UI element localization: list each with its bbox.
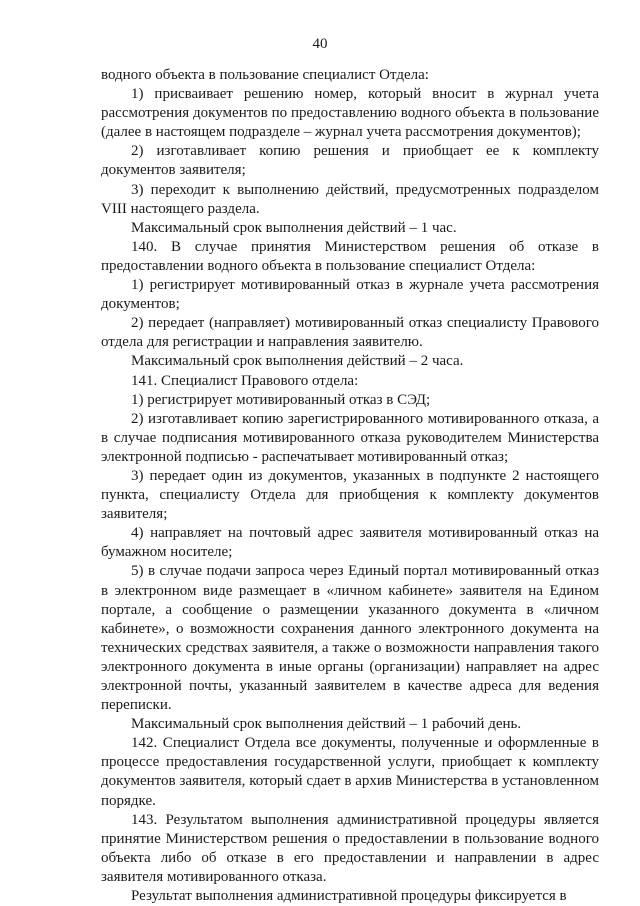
paragraph: 143. Результатом выполнения административной процедуры является принятие Министерством решения о предоставлении в пользование водного объекта либо об отказе в его предоставлении и направлении в адрес заявителя мотивированного отказа.: [101, 811, 599, 885]
paragraph: Максимальный срок выполнения действий – 1 рабочий день.: [131, 716, 522, 733]
document-body: [101, 66, 599, 906]
paragraph: 1) присваивает решению номер, который вносит в журнал учета рассмотрения документов по предоставлению водного объекта в пользование (далее в настоящем подразделе – журнал учета рассмотрения документов);: [101, 86, 599, 141]
paragraph: 5) в случае подачи запроса через Единый портал мотивированный отказ в электронном виде размещает в «личном кабинете» заявителя на Едином портале, а сообщение о размещении указанного документа в «личном кабинете», о возможности сохранения данного электронного документа на технических средствах заявителя, а также о возможности направления такого электронного документа в иные органы (организации) направляет на адрес электронной почты, указанный заявителем в качестве адреса для ведения переписки.: [101, 563, 599, 714]
paragraph: 4) направляет на почтовый адрес заявителя мотивированный отказ на бумажном носителе;: [101, 525, 599, 561]
paragraph: 2) изготавливает копию решения и приобщает ее к комплекту документов заявителя;: [101, 143, 599, 179]
paragraph: 3) передает один из документов, указанных в подпункте 2 настоящего пункта, специалисту Отдела для приобщения к комплекту документов заявителя;: [101, 467, 599, 523]
paragraph: водного объекта в пользование специалист Отдела:: [101, 67, 429, 83]
paragraph: 3) переходит к выполнению действий, предусмотренных подразделом VIII настоящего раздела.: [101, 181, 599, 217]
paragraph: Максимальный срок выполнения действий – 1 час.: [131, 219, 457, 236]
paragraph: 2) изготавливает копию зарегистрированного мотивированного отказа, а в случае подписания мотивированного отказа руководителем Министерства электронной подписью - распечатывает мотивированный отказ;: [101, 410, 599, 465]
paragraph: 141. Специалист Правового отдела:: [131, 372, 359, 389]
paragraph: 142. Специалист Отдела все документы, полученные и оформленные в процессе предоставления государственной услуги, приобщает к комплекту документов заявителя, который сдает в архив Министерства в установленном порядке.: [101, 735, 599, 809]
page-number: 40: [312, 36, 328, 52]
paragraph: Результат выполнения административной процедуры фиксируется в: [131, 888, 567, 905]
paragraph: 140. В случае принятия Министерством решения об отказе в предоставлении водного объекта в пользование специалист Отдела:: [101, 238, 599, 274]
paragraph: 2) передает (направляет) мотивированный отказ специалисту Правового отдела для регистрации и направления заявителю.: [101, 315, 599, 351]
paragraph: 1) регистрирует мотивированный отказ в журнале учета рассмотрения документов;: [101, 277, 599, 313]
paragraph: 1) регистрирует мотивированный отказ в СЭД;: [131, 391, 431, 408]
paragraph: Максимальный срок выполнения действий – 2 часа.: [131, 353, 464, 370]
